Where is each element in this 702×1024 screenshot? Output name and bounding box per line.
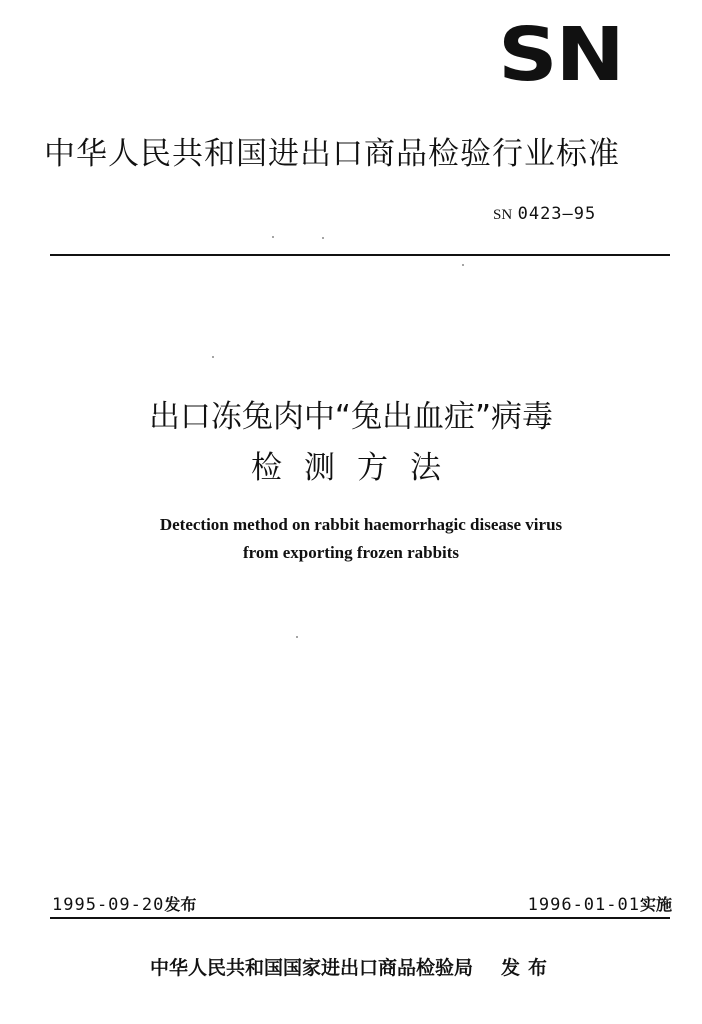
issue-date-group: [52, 893, 196, 917]
standard-prefix: SN: [493, 207, 513, 223]
title-chinese-line-2: 检测方法: [251, 450, 463, 486]
publisher-line: [150, 954, 590, 982]
sn-logo: SN: [498, 12, 623, 98]
issuing-standard-category: 中华人民共和国进出口商品检验行业标准: [44, 136, 620, 172]
issue-label: 发布: [164, 895, 197, 914]
publisher-action: 发布: [501, 957, 556, 979]
issue-date: 1995-09-20: [52, 895, 165, 915]
effective-date: 1996-01-01: [527, 895, 640, 915]
scan-speck: [462, 264, 464, 266]
scan-speck: [322, 237, 324, 239]
effective-date-group: [528, 893, 672, 917]
effective-label: 实施: [639, 895, 672, 914]
scan-speck: [212, 356, 214, 358]
standard-code: [493, 203, 653, 226]
publisher-name: 中华人民共和国国家进出口商品检验局: [150, 957, 474, 979]
date-row: [52, 893, 672, 917]
title-english-line-2: from exporting frozen rabbits: [242, 543, 460, 562]
standard-number: 0423—95: [517, 204, 597, 224]
header-divider: [50, 254, 670, 256]
title-chinese-line-1: 出口冻兔肉中“兔出血症”病毒: [148, 399, 554, 435]
scan-speck: [272, 236, 274, 238]
footer-divider: [50, 917, 670, 919]
scan-speck: [296, 636, 298, 638]
title-english-line-1: Detection method on rabbit haemorrhagic disease virus: [159, 515, 563, 534]
